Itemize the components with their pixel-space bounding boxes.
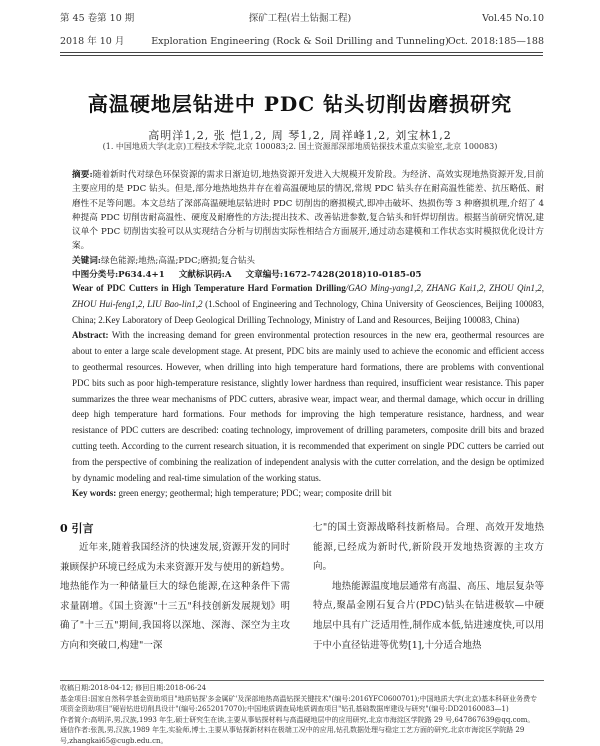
footnote-rule <box>60 680 544 681</box>
footnote-corresponding-author: 通信作者:张凯,男,汉族,1989 年生,实验师,博士,主要从事钻探新材料在极端工况中的应用,钻孔数据处理与稳定工艺方面的研究,北京市海淀区学院路 29 号,zhangkai65@cugb.edu.cn。 <box>60 726 525 745</box>
intro-paragraph-continued: 七"的国土资源战略科技新格局。合理、高效开发地热能源,已经成为新时代,新阶段开发地热资源的主攻方向。 <box>313 522 544 573</box>
header-rule-2 <box>60 55 543 56</box>
document-code: 文献标识码:A <box>178 270 232 281</box>
footnotes <box>60 683 544 746</box>
header-rule <box>60 52 543 53</box>
intro-left-column <box>60 538 290 656</box>
english-title: Wear of PDC Cutters in High Temperature Hard Formation Drilling <box>72 283 346 293</box>
affiliation: (1. 中国地质大学(北京)工程技术学院,北京 100083;2. 国土资源部深部地质钻探技术重点实验室,北京 100083) <box>102 142 498 151</box>
author-list: 高明洋1,2, 张 恺1,2, 周 琴1,2, 周祥峰1,2, 刘宝林1,2 <box>148 129 452 142</box>
header-date: 2018 年 10 月 <box>60 36 125 47</box>
english-authors: /GAO Ming-yang1,2, ZHANG Kai1,2, ZHOU Qin1,2, ZHOU Hui-feng1,2, LIU Bao-lin1,2 <box>72 283 544 309</box>
header-volume-en: Vol.45 No.10 <box>482 13 544 24</box>
paper-title: 高温硬地层钻进中 PDC 钻头切削齿磨损研究 <box>87 92 513 116</box>
header-journal-en: Exploration Engineering (Rock & Soil Drilling and Tunneling) <box>151 36 449 47</box>
clc-number: 中图分类号:P634.4+1 <box>72 270 165 281</box>
keywords-cn-text: 绿色能源;地热;高温;PDC;磨损;复合钻头 <box>100 255 256 266</box>
intro-paragraph-1: 近年来,随着我国经济的快速发展,资源开发的同时兼顾保护环境已经成为未来资源开发与使用的新趋势。地热能作为一种储量巨大的绿色能源,在这种条件下需求量剧增。《国土资源"十三五"科技创新发展规划》明确了"十三五"期间,我国将以深地、深海、深空为主攻方向和突破口,构建"一深 <box>60 542 290 651</box>
footnote-first-author: 作者简介:高明洋,男,汉族,1993 年生,硕士研究生在读,主要从事钻探材料与高温硬地层中的应用研究,北京市海淀区学院路 29 号,647867639@qq.com。 <box>60 715 535 724</box>
footnote-received: 收稿日期:2018-04-12; 修回日期:2018-06-24 <box>60 684 207 692</box>
abstract-cn <box>72 168 544 282</box>
intro-paragraph-2: 地热能源温度地层通常有高温、高压、地层复杂等特点,聚晶金刚石复合片(PDC)钻头在钻进极软—中硬地层中具有广泛适用性,制作成本低,钻进速度快,可以用于中小直径钻进等优势[1],十分适合地热 <box>313 580 544 651</box>
keywords-cn-label: 关键词: <box>72 255 101 266</box>
header-date-en: Oct. 2018:185—188 <box>447 36 544 47</box>
header-journal-cn: 探矿工程(岩土钻掘工程) <box>248 13 352 24</box>
abstract-en-label: Abstract: <box>72 330 109 341</box>
footnote-funding: 基金项目:国家自然科学基金资助项目"地质钻探'多金属矿'及深部地热高温钻探关键技术"(编号:2016YFC0600701);中国地质大学(北京)基本科研业务费专项资金资助项目"硬岩钻进切削具设计"(编号:2652017070);中国地质调查局地质调查项目"钻孔基础数据库建设与研究"(编号:DD20160083—1) <box>60 694 538 713</box>
article-number: 文章编号:1672-7428(2018)10-0185-05 <box>245 270 422 281</box>
abstract-en-text: With the increasing demand for green environmental protection resources in the new era, geothermal resources are about to enter a large scale development stage. At present, PDC bits are mainly used to achieve the economic and efficient access to geothermal resources. However, when drilling into high temperature hard formations, there are problems with conventional PDC bits such as poor high-temperature resistance, slightly lower hardness than required, insufficient wear resistance. This paper summarizes the three wear mechanisms of PDC cutters, abrasive wear, impact wear, and thermal damage, which occur in drilling deep high temperature hard formations. Four methods for improving the high temperature resistance, hardness, and wear resistance of PDC cutters are described: coating technology, improvement of drilling parameters, composite drill bits and brazed cutting teeth. According to the current research situation, it is recommended that experiment on single PDC cutters be carried out from the perspective of combining the realization of independent analysis with the cutter correlation, and the design be optimized by dynamic modeling and real-time simulation of the working status. <box>72 330 545 483</box>
keywords-en-text: green energy; geothermal; high temperature; PDC; wear; composite drill bit <box>118 488 392 499</box>
section-heading-introduction: 0 引言 <box>60 522 94 535</box>
abstract-cn-label: 摘要: <box>72 170 93 180</box>
abstract-en-block <box>72 281 544 502</box>
header-volume: 第 45 卷第 10 期 <box>60 13 135 24</box>
abstract-cn-text: 随着新时代对绿色环保资源的需求日渐迫切,地热资源开发进入大规模开发阶段。为经济、高效实现地热资源开发,目前主要应用的是 PDC 钻头。但是,部分地热地热井存在着高温硬地层的情况,常规 PDC 钻头存在耐高温性能差、抗压略低、耐磨性不足等问题。本文总结了深部高温硬地层钻进时 PDC 切削齿的磨损模式,即冲击破坏、热损伤等 3 种磨损机理,介绍了 4 种提高 PDC 切削齿耐高温性、硬度及耐磨性的方法;提出技术、改善钻进参数,复合钻头和钎焊切削齿。根据当前研究情况,建议单个 PDC 切削齿实验可以从实现结合分析与切削齿实际性相结合方面展开,通过动态建模和工作状态实时模拟优化设计方案。 <box>72 170 544 252</box>
intro-right-column <box>313 518 544 655</box>
keywords-en-label: Key words: <box>72 488 117 499</box>
english-affiliation: (1.School of Engineering and Technology, China University of Geosciences, Beijing 100083, China; 2.Key Laboratory of Deep Geological Drilling Technology, Ministry of Land and Resources, Beijing 100083, China) <box>72 298 544 325</box>
